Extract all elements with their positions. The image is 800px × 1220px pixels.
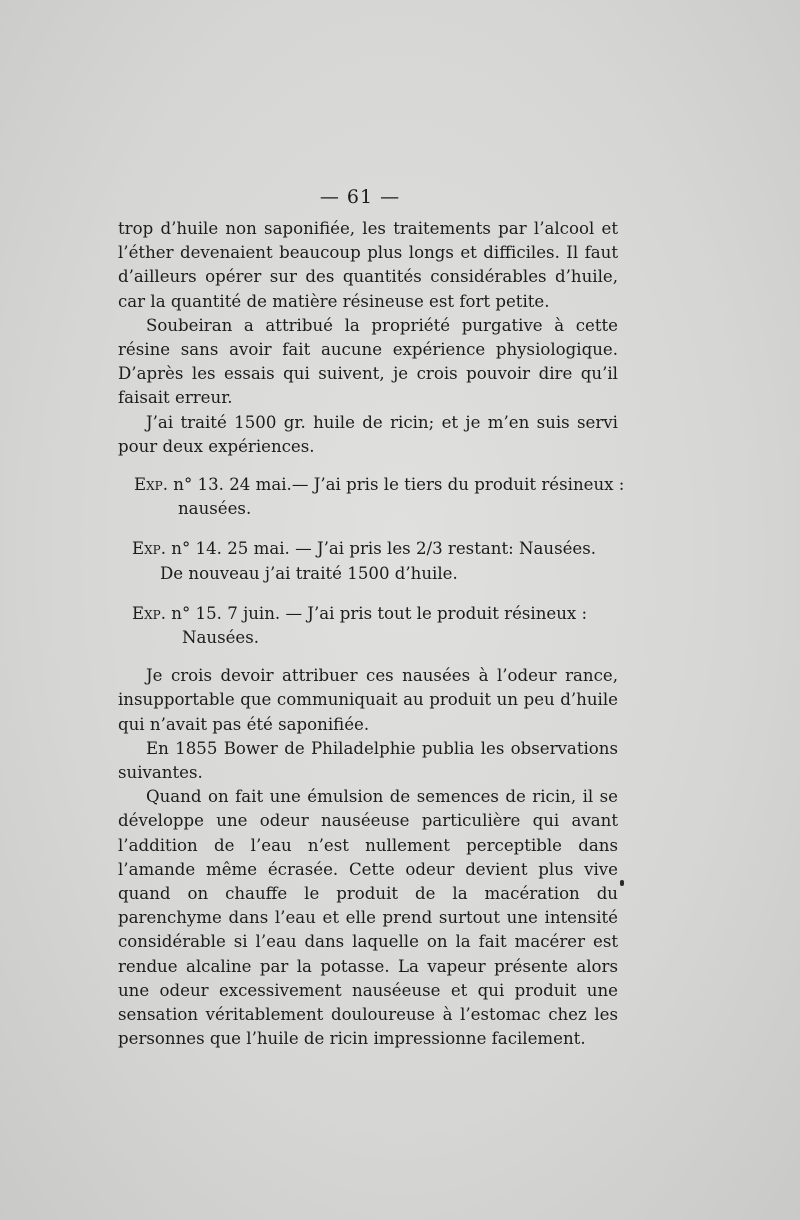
experiment-text-cont: nausées. [178, 499, 252, 519]
ink-speck [620, 880, 624, 886]
experiment-text-cont: Nausées. [182, 628, 260, 648]
paragraph-nausees: Je crois devoir attribuer ces nausées à l’odeur rance, insupportable que communiquait au produit un peu d’huile qui n’avait pas été saponifiée. [118, 666, 618, 734]
experiment-text-cont: De nouveau j’ai traité 1500 d’huile. [160, 563, 458, 583]
page-number: — 61 — [319, 186, 401, 208]
paragraph-traite: J’ai traité 1500 gr. huile de ricin; et je m’en suis servi pour deux expériences. [118, 412, 618, 456]
experiment-number: n° 15. [171, 603, 222, 623]
experiment-number: n° 14. [171, 539, 222, 559]
experiment-label: Exp. [132, 539, 167, 559]
experiment-text: 25 mai. — J’ai pris les 2/3 restant: Nausées. [227, 539, 597, 559]
paragraph-emulsion: Quand on fait une émulsion de semences de ricin, il se développe une odeur nauséeuse particulière qui avant l’addition de l’eau n’est nullement perceptible dans l’amande même écrasée. Cette odeur devient plus vive quand on chauffe le produit de la macération du parenchyme dans l’eau et elle prend surtout une intensité considérable si l’eau dans laquelle on la fait macérer est rendue alcaline par la potasse. La vapeur présente alors une odeur excessivement nauséeuse et qui produit une sensation véritablement douloureuse à l’estomac chez les personnes que l’huile de ricin impressionne facilement. [118, 787, 618, 1049]
paragraph-soubeiran: Soubeiran a attribué la propriété purgative à cette résine sans avoir fait aucune expérience physiologique. D’après les essais qui suivent, je crois pouvoir dire qu’il faisait erreur. [118, 315, 618, 408]
experiment-15 [118, 602, 618, 650]
paragraph-continuation: trop d’huile non saponifiée, les traitements par l’alcool et l’éther devenaient beaucoup plus longs et difficiles. Il faut d’ailleurs opérer sur des quantités considérables d’huile, car la quantité de matière résineuse est fort petite. [118, 219, 618, 311]
paragraph-bower: En 1855 Bower de Philadelphie publia les observations suivantes. [118, 738, 618, 783]
experiment-13 [118, 473, 625, 521]
experiment-text: 24 mai.— J’ai pris le tiers du produit résineux : [229, 475, 625, 495]
experiment-label: Exp. [132, 603, 167, 623]
experiment-text: 7 juin. — J’ai pris tout le produit résineux : [227, 603, 588, 623]
experiment-number: n° 13. [173, 475, 224, 495]
body-text [118, 217, 625, 1052]
experiment-label: Exp. [134, 475, 169, 495]
experiment-14 [118, 537, 618, 585]
